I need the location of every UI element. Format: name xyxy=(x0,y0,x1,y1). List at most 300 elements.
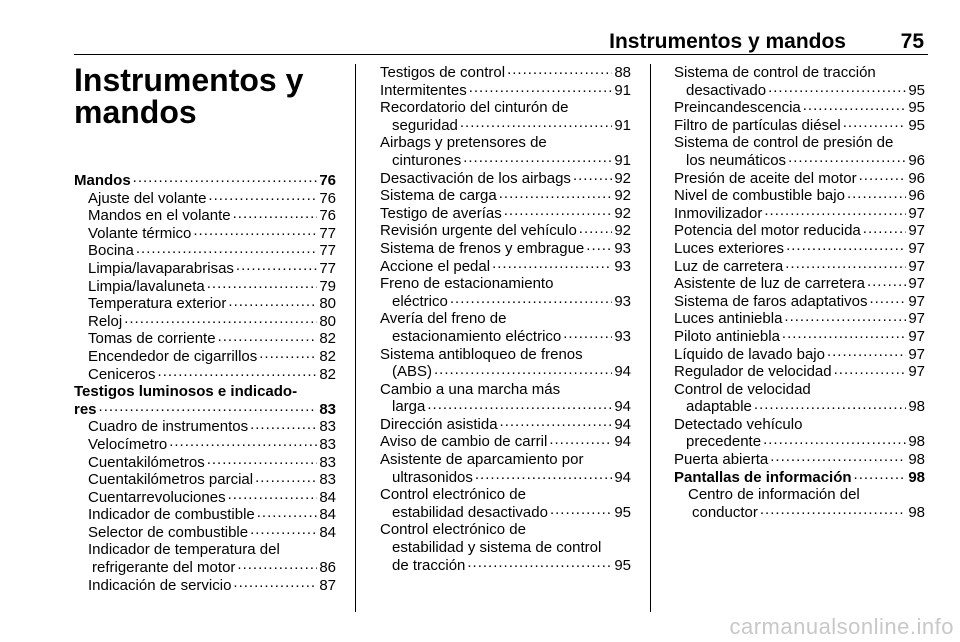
toc-entry[interactable] xyxy=(74,348,336,366)
toc-page-number: 82 xyxy=(319,347,336,365)
toc-line xyxy=(380,187,631,205)
toc-line xyxy=(674,134,925,152)
toc-line xyxy=(380,398,631,416)
toc-page-number: 97 xyxy=(908,222,925,240)
toc-line xyxy=(380,99,631,117)
toc-line xyxy=(674,187,925,205)
toc-entry[interactable] xyxy=(674,293,925,311)
dot-leader xyxy=(803,100,907,112)
toc-line xyxy=(380,310,631,328)
toc-entry-text: Bocina xyxy=(88,242,134,260)
toc-entry[interactable] xyxy=(674,240,925,258)
dot-leader xyxy=(133,173,318,185)
toc-entry[interactable] xyxy=(380,240,631,258)
toc-line xyxy=(688,486,925,504)
toc-line xyxy=(380,258,631,276)
toc-line xyxy=(88,454,336,472)
page-number: 75 xyxy=(900,30,924,53)
toc-entry-text: Airbags y pretensores de xyxy=(380,134,547,152)
toc-entry-text: Presión de aceite del motor xyxy=(674,169,857,187)
toc-entry[interactable] xyxy=(74,577,336,595)
toc-line xyxy=(674,469,925,487)
dot-leader xyxy=(427,399,612,411)
toc-entry-text: Puerta abierta xyxy=(674,451,769,469)
toc-entry[interactable] xyxy=(74,366,336,384)
toc-entry[interactable] xyxy=(674,346,925,364)
toc-page-number: 94 xyxy=(614,415,631,433)
column-divider xyxy=(355,64,356,612)
toc-line xyxy=(380,557,631,575)
dot-leader xyxy=(259,349,317,361)
dot-leader xyxy=(784,311,906,323)
toc-entry[interactable] xyxy=(380,416,631,434)
toc-line xyxy=(88,225,336,243)
toc-entry[interactable] xyxy=(674,381,925,416)
toc-entry[interactable] xyxy=(674,117,925,135)
toc-page-number: 77 xyxy=(319,224,336,242)
toc-entry[interactable] xyxy=(674,187,925,205)
toc-page-number: 82 xyxy=(319,330,336,348)
toc-entry[interactable] xyxy=(674,134,925,169)
toc-page-number: 87 xyxy=(319,576,336,594)
toc-entry-text: eléctrico xyxy=(392,292,448,310)
dot-leader xyxy=(136,243,317,255)
toc-line xyxy=(380,222,631,240)
toc-entry[interactable] xyxy=(74,418,336,436)
dot-leader xyxy=(763,434,906,446)
toc-entry[interactable] xyxy=(74,330,336,348)
dot-leader xyxy=(550,505,612,517)
toc-entry[interactable] xyxy=(380,64,631,82)
toc-page-number: 83 xyxy=(319,453,336,471)
toc-page-number: 98 xyxy=(908,433,925,451)
toc-entry[interactable] xyxy=(380,310,631,345)
dot-leader xyxy=(869,294,906,306)
dot-leader xyxy=(768,83,906,95)
toc-entry[interactable] xyxy=(74,190,336,208)
dot-leader xyxy=(233,208,318,220)
toc-entry[interactable] xyxy=(380,486,631,521)
toc-entry[interactable] xyxy=(74,506,336,524)
toc-entry[interactable] xyxy=(380,187,631,205)
toc-entry-text: conductor xyxy=(692,503,758,521)
toc-line xyxy=(88,559,336,577)
toc-page-number: 97 xyxy=(908,204,925,222)
toc-entry-text: cinturones xyxy=(392,151,462,169)
toc-page-number: 93 xyxy=(614,257,631,275)
toc-page-number: 92 xyxy=(614,169,631,187)
toc-page-number: 84 xyxy=(319,488,336,506)
dot-leader xyxy=(463,153,612,165)
toc-entry[interactable] xyxy=(380,82,631,100)
toc-entry-text: Desactivación de los airbags xyxy=(380,169,571,187)
toc-entry-text: Aviso de cambio de carril xyxy=(380,433,548,451)
toc-entry-text: Líquido de lavado bajo xyxy=(674,345,825,363)
toc-entry[interactable] xyxy=(674,310,925,328)
dot-leader xyxy=(854,470,907,482)
toc-page-number: 88 xyxy=(614,64,631,81)
toc-entry-text: Nivel de combustible bajo xyxy=(674,187,845,205)
toc-line xyxy=(674,381,925,399)
toc-entry-text: seguridad xyxy=(392,116,458,134)
toc-entry-text: Mandos en el volante xyxy=(88,207,231,225)
toc-entry[interactable] xyxy=(74,489,336,507)
toc-entry[interactable] xyxy=(674,170,925,188)
toc-entry[interactable] xyxy=(74,454,336,472)
toc-line xyxy=(380,469,631,487)
toc-line xyxy=(674,117,925,135)
toc-entry[interactable] xyxy=(674,99,925,117)
toc-page-number: 96 xyxy=(908,187,925,205)
toc-line xyxy=(674,398,925,416)
toc-line xyxy=(674,99,925,117)
toc-entry-text: Mandos xyxy=(74,172,131,189)
toc-entry[interactable] xyxy=(380,258,631,276)
toc-entry-text: Temperatura exterior xyxy=(88,295,227,313)
toc-entry[interactable] xyxy=(380,381,631,416)
dot-leader xyxy=(492,259,612,271)
toc-entry-text: Control de velocidad xyxy=(674,380,811,398)
toc-entry-text: Sistema de faros adaptativos xyxy=(674,292,868,310)
toc-line xyxy=(674,293,925,311)
toc-entry[interactable] xyxy=(674,451,925,469)
toc-line xyxy=(674,275,925,293)
toc-page-number: 91 xyxy=(614,81,631,99)
toc-line xyxy=(74,172,336,190)
toc-line xyxy=(380,134,631,152)
toc-page-number: 98 xyxy=(908,468,925,486)
toc-line xyxy=(88,348,336,366)
toc-line xyxy=(88,330,336,348)
toc-entry-text: Cuentarrevoluciones xyxy=(88,488,226,506)
toc-page-number: 92 xyxy=(614,222,631,240)
toc-entry[interactable] xyxy=(674,486,925,521)
toc-entry-text: Detectado vehículo xyxy=(674,415,803,433)
toc-entry[interactable] xyxy=(74,471,336,489)
toc-page-number: 83 xyxy=(319,418,336,436)
toc-line xyxy=(674,346,925,364)
toc-line xyxy=(380,381,631,399)
dot-leader xyxy=(207,455,318,467)
toc-entry-text: Indicador de temperatura del xyxy=(88,541,280,559)
toc-line xyxy=(674,451,925,469)
dot-leader xyxy=(507,65,612,77)
toc-entry-text: Recordatorio del cinturón de xyxy=(380,99,569,117)
dot-leader xyxy=(228,490,318,502)
toc-entry-text: Ajuste del volante xyxy=(88,189,207,207)
toc-line xyxy=(380,82,631,100)
toc-entry[interactable] xyxy=(674,205,925,223)
toc-entry-text: Cuentakilómetros xyxy=(88,453,205,471)
toc-line xyxy=(74,383,336,401)
toc-entry-text: los neumáticos xyxy=(686,151,787,169)
toc-entry-text: Ceniceros xyxy=(88,365,156,383)
toc-line xyxy=(674,416,925,434)
toc-page-number: 91 xyxy=(614,116,631,134)
dot-leader xyxy=(586,241,612,253)
toc-entry-text: Indicador de combustible xyxy=(88,506,255,524)
toc-entry[interactable] xyxy=(380,134,631,169)
toc-entry-text: refrigerante del motor xyxy=(92,559,236,577)
toc-entry-text: Freno de estacionamiento xyxy=(380,275,554,293)
toc-entry-text: Control electrónico de xyxy=(380,521,526,539)
toc-entry[interactable] xyxy=(380,451,631,486)
toc-line xyxy=(380,328,631,346)
toc-line xyxy=(674,170,925,188)
toc-page-number: 92 xyxy=(614,187,631,205)
toc-column-1 xyxy=(74,172,336,594)
toc-entry[interactable] xyxy=(674,469,925,487)
header-title: Instrumentos y mandos xyxy=(609,30,846,53)
toc-entry[interactable] xyxy=(74,207,336,225)
toc-line xyxy=(88,242,336,260)
toc-entry[interactable] xyxy=(380,99,631,134)
toc-line xyxy=(88,577,336,595)
toc-entry[interactable] xyxy=(380,433,631,451)
dot-leader xyxy=(500,417,613,429)
toc-entry[interactable] xyxy=(74,313,336,331)
toc-line xyxy=(380,117,631,135)
toc-entry-text: Volante térmico xyxy=(88,224,192,242)
toc-page-number: 95 xyxy=(908,99,925,117)
dot-leader xyxy=(158,367,318,379)
toc-line xyxy=(380,293,631,311)
dot-leader xyxy=(770,452,906,464)
toc-page-number: 84 xyxy=(319,523,336,541)
toc-entry-text: Pantallas de información xyxy=(674,468,852,486)
toc-entry-text: Piloto antiniebla xyxy=(674,327,780,345)
toc-line xyxy=(674,205,925,223)
toc-line xyxy=(88,260,336,278)
toc-entry[interactable] xyxy=(74,295,336,313)
toc-entry-text: Intermitentes xyxy=(380,81,467,99)
dot-leader xyxy=(207,279,318,291)
toc-entry[interactable] xyxy=(674,258,925,276)
dot-leader xyxy=(563,329,612,341)
toc-page-number: 96 xyxy=(908,169,925,187)
toc-entry[interactable] xyxy=(674,416,925,451)
toc-page-number: 96 xyxy=(908,151,925,169)
toc-entry[interactable] xyxy=(674,275,925,293)
toc-entry-text: Testigos luminosos e indicado- xyxy=(74,383,298,401)
toc-entry[interactable] xyxy=(74,172,336,190)
toc-line xyxy=(674,258,925,276)
toc-line xyxy=(88,524,336,542)
toc-line xyxy=(88,295,336,313)
toc-entry-text: Luces antiniebla xyxy=(674,310,783,328)
toc-page-number: 92 xyxy=(614,204,631,222)
toc-entry-text: Asistente de luz de carretera xyxy=(674,275,865,293)
toc-line xyxy=(380,152,631,170)
toc-entry-text: Limpia/lavaparabrisas xyxy=(88,259,234,277)
dot-leader xyxy=(228,296,317,308)
toc-entry-text: adaptable xyxy=(686,398,752,416)
dot-leader xyxy=(193,226,317,238)
toc-page-number: 95 xyxy=(908,116,925,134)
toc-line xyxy=(88,418,336,436)
toc-page-number: 93 xyxy=(614,327,631,345)
toc-entry-text: Regulador de velocidad xyxy=(674,363,832,381)
toc-entry[interactable] xyxy=(74,242,336,260)
watermark: carmanualsonline.info xyxy=(729,614,954,639)
toc-entry[interactable] xyxy=(674,64,925,99)
dot-leader xyxy=(754,399,906,411)
toc-page-number: 83 xyxy=(319,400,336,418)
toc-line xyxy=(380,170,631,188)
dot-leader xyxy=(255,472,317,484)
toc-entry[interactable] xyxy=(74,541,336,576)
toc-page-number: 95 xyxy=(614,556,631,574)
toc-entry[interactable] xyxy=(74,524,336,542)
toc-line xyxy=(674,82,925,100)
toc-page-number: 76 xyxy=(319,172,336,189)
dot-leader xyxy=(257,507,318,519)
toc-line xyxy=(88,190,336,208)
toc-page-number: 94 xyxy=(614,363,631,381)
toc-line xyxy=(674,310,925,328)
toc-entry[interactable] xyxy=(74,383,336,418)
dot-leader xyxy=(499,188,613,200)
page-header xyxy=(74,30,928,60)
toc-line xyxy=(88,313,336,331)
toc-page-number: 86 xyxy=(319,559,336,577)
toc-entry-text: estacionamiento eléctrico xyxy=(392,327,562,345)
toc-line xyxy=(674,64,925,82)
toc-entry[interactable] xyxy=(74,278,336,296)
toc-page-number: 95 xyxy=(908,81,925,99)
toc-entry-text: Avería del freno de xyxy=(380,310,507,328)
toc-entry-text: Revisión urgente del vehículo xyxy=(380,222,577,240)
chapter-title-line: Instrumentos y xyxy=(74,62,304,98)
toc-entry-text: Filtro de partículas diésel xyxy=(674,116,841,134)
dot-leader xyxy=(573,171,612,183)
dot-leader xyxy=(760,505,906,517)
header-rule xyxy=(74,54,928,55)
toc-entry-text: res xyxy=(74,400,97,418)
toc-line xyxy=(674,433,925,451)
toc-line xyxy=(380,64,631,82)
chapter-title-line: mandos xyxy=(74,94,197,130)
toc-line xyxy=(88,436,336,454)
toc-page-number: 97 xyxy=(908,239,925,257)
toc-page-number: 98 xyxy=(908,398,925,416)
toc-entry-text: (ABS) xyxy=(392,363,433,381)
toc-entry[interactable] xyxy=(674,328,925,346)
toc-page-number: 83 xyxy=(319,435,336,453)
toc-entry[interactable] xyxy=(674,222,925,240)
toc-entry[interactable] xyxy=(674,363,925,381)
toc-line xyxy=(688,504,925,522)
toc-entry-text: Asistente de aparcamiento por xyxy=(380,451,584,469)
toc-page-number: 84 xyxy=(319,506,336,524)
toc-line xyxy=(674,222,925,240)
dot-leader xyxy=(785,259,906,271)
toc-page-number: 95 xyxy=(614,503,631,521)
toc-entry-text: Reloj xyxy=(88,312,123,330)
dot-leader xyxy=(843,118,907,130)
toc-entry-text: Potencia del motor reducida xyxy=(674,222,861,240)
toc-page-number: 97 xyxy=(908,327,925,345)
dot-leader xyxy=(764,206,906,218)
dot-leader xyxy=(469,83,613,95)
chapter-title xyxy=(74,64,344,128)
toc-line xyxy=(88,489,336,507)
toc-entry[interactable] xyxy=(380,275,631,310)
dot-leader xyxy=(169,437,317,449)
toc-line xyxy=(674,328,925,346)
toc-entry[interactable] xyxy=(74,436,336,454)
toc-line xyxy=(674,152,925,170)
toc-entry[interactable] xyxy=(74,225,336,243)
toc-page-number: 97 xyxy=(908,345,925,363)
toc-page-number: 93 xyxy=(614,239,631,257)
toc-page-number: 98 xyxy=(908,503,925,521)
toc-page-number: 76 xyxy=(319,189,336,207)
dot-leader xyxy=(250,419,317,431)
toc-entry[interactable] xyxy=(74,260,336,278)
toc-page-number: 94 xyxy=(614,468,631,486)
dot-leader xyxy=(847,188,906,200)
dot-leader xyxy=(788,153,906,165)
toc-line xyxy=(74,401,336,419)
dot-leader xyxy=(827,347,906,359)
toc-page-number: 97 xyxy=(908,310,925,328)
toc-page-number: 94 xyxy=(614,398,631,416)
toc-entry[interactable] xyxy=(380,170,631,188)
toc-line xyxy=(380,539,631,557)
column-divider xyxy=(650,64,651,612)
toc-page-number: 93 xyxy=(614,292,631,310)
dot-leader xyxy=(859,171,907,183)
toc-entry[interactable] xyxy=(380,205,631,223)
toc-entry[interactable] xyxy=(380,521,631,574)
toc-line xyxy=(380,451,631,469)
toc-entry-text: ultrasonidos xyxy=(392,468,473,486)
dot-leader xyxy=(99,402,318,414)
toc-page-number: 83 xyxy=(319,471,336,489)
toc-entry-text: Luces exteriores xyxy=(674,239,785,257)
toc-entry-text: Preincandescencia xyxy=(674,99,801,117)
toc-page-number: 82 xyxy=(319,365,336,383)
toc-entry[interactable] xyxy=(380,222,631,240)
dot-leader xyxy=(579,223,613,235)
toc-page-number: 97 xyxy=(908,257,925,275)
toc-page-number: 79 xyxy=(319,277,336,295)
toc-line xyxy=(88,278,336,296)
toc-entry-text: Indicación de servicio xyxy=(88,576,232,594)
toc-entry-text: Sistema de frenos y embrague xyxy=(380,239,585,257)
toc-page-number: 94 xyxy=(614,433,631,451)
toc-page-number: 80 xyxy=(319,295,336,313)
toc-line xyxy=(88,471,336,489)
dot-leader xyxy=(782,329,906,341)
toc-page-number: 97 xyxy=(908,292,925,310)
toc-line xyxy=(380,416,631,434)
toc-entry-text: estabilidad desactivado xyxy=(392,503,548,521)
dot-leader xyxy=(475,470,612,482)
toc-entry-text: Sistema de carga xyxy=(380,187,497,205)
dot-leader xyxy=(467,558,612,570)
toc-entry-text: Centro de información del xyxy=(688,486,860,504)
toc-entry-text: Dirección asistida xyxy=(380,415,498,433)
dot-leader xyxy=(250,525,317,537)
dot-leader xyxy=(124,314,317,326)
toc-page-number: 76 xyxy=(319,207,336,225)
toc-entry[interactable] xyxy=(380,346,631,381)
toc-line xyxy=(380,504,631,522)
toc-entry-text: precedente xyxy=(686,433,762,451)
toc-entry-text: Cuadro de instrumentos xyxy=(88,418,249,436)
